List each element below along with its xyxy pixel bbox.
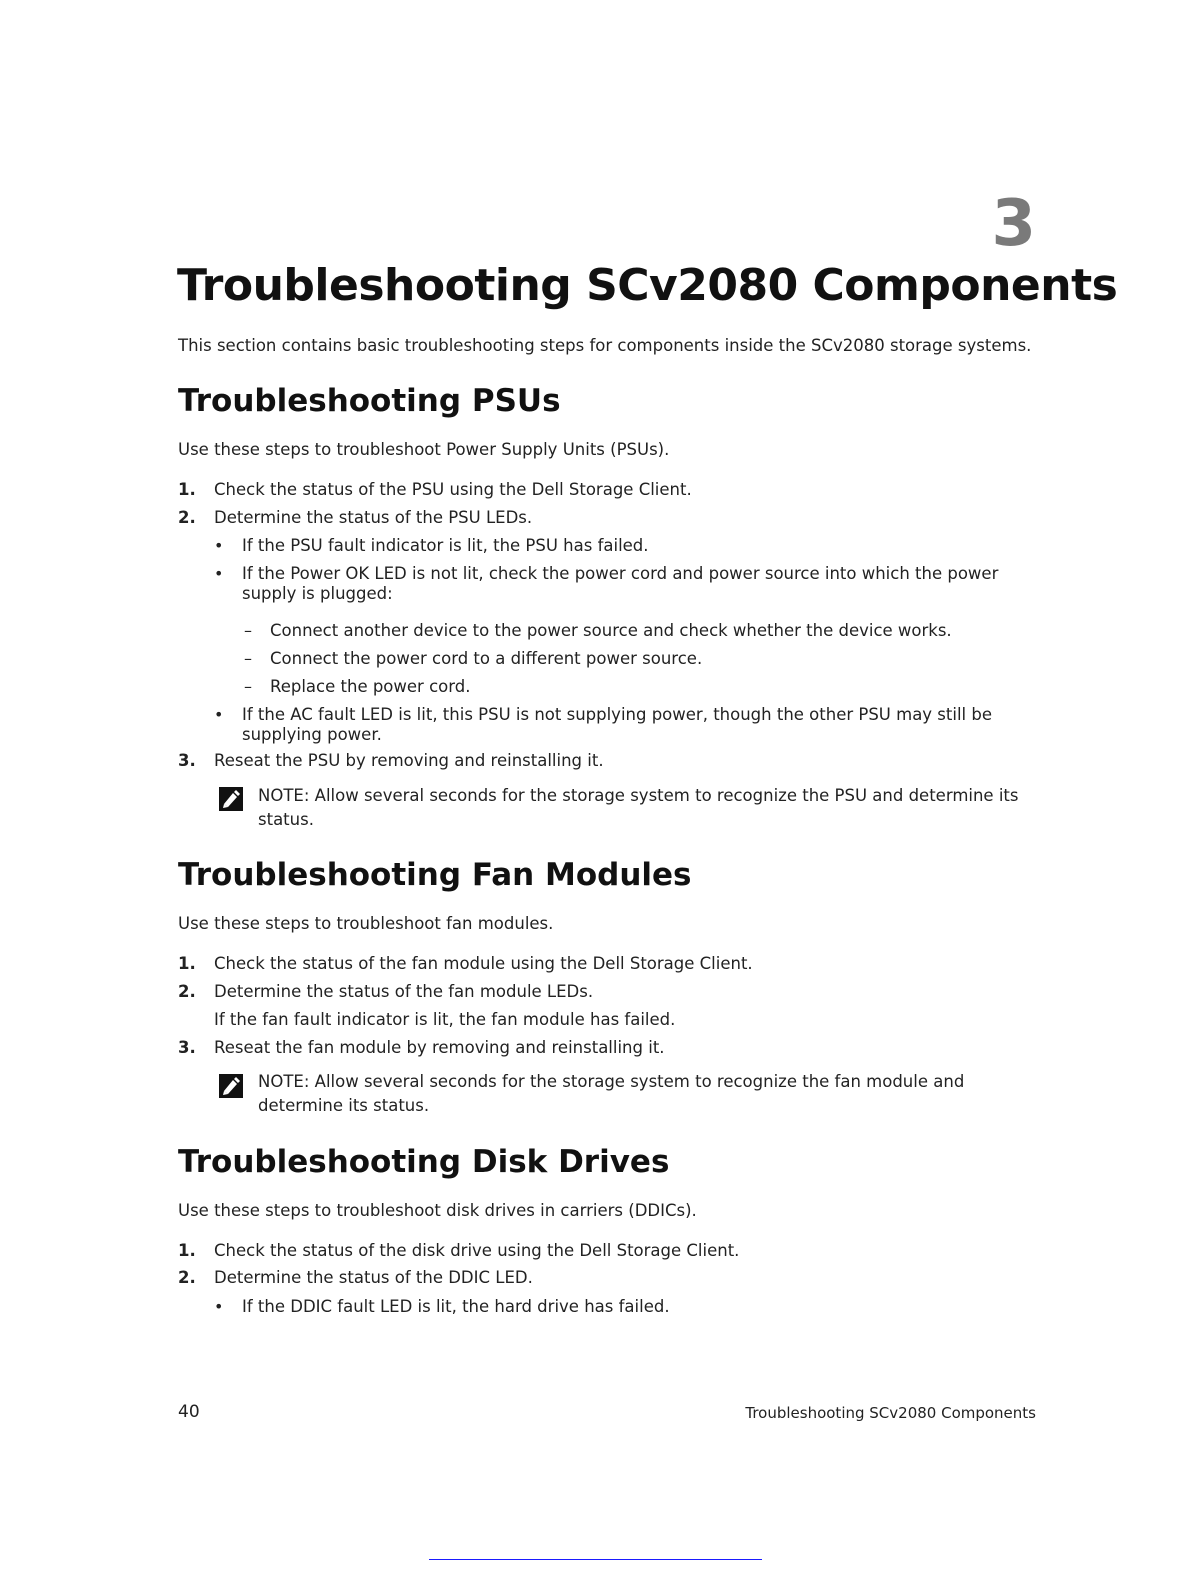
note-pencil-icon	[219, 787, 243, 815]
step-number: 3.	[178, 751, 196, 770]
psu-intro: Use these steps to troubleshoot Power Supply Units (PSUs).	[178, 440, 670, 459]
dash-marker: –	[244, 677, 252, 696]
note-text-line2: status.	[258, 810, 314, 829]
note-pencil-icon	[219, 1074, 243, 1102]
bullet-text: If the DDIC fault LED is lit, the hard drive has failed.	[242, 1297, 670, 1316]
bottom-rule	[429, 1559, 762, 1560]
step-text: Reseat the fan module by removing and reinstalling it.	[214, 1038, 665, 1057]
note-label: NOTE:	[258, 1072, 310, 1091]
dash-marker: –	[244, 621, 252, 640]
step-number: 1.	[178, 1241, 196, 1260]
bullet-text-line1: If the Power OK LED is not lit, check the power cord and power source into which the power	[242, 564, 999, 583]
chapter-number: 3	[991, 187, 1035, 261]
step-number: 1.	[178, 480, 196, 499]
note-text-line1: Allow several seconds for the storage system to recognize the PSU and determine its	[314, 786, 1019, 805]
section-heading-psus: Troubleshooting PSUs	[178, 383, 561, 419]
section-heading-disk-drives: Troubleshooting Disk Drives	[178, 1144, 670, 1180]
bullet-marker: •	[214, 705, 224, 724]
dash-text: Replace the power cord.	[270, 677, 471, 696]
page-number: 40	[178, 1402, 200, 1422]
bullet-text-line1: If the AC fault LED is lit, this PSU is not supplying power, though the other PSU may still be	[242, 705, 993, 724]
step-subtext: If the fan fault indicator is lit, the fan module has failed.	[214, 1010, 676, 1029]
footer-title: Troubleshooting SCv2080 Components	[745, 1404, 1036, 1422]
step-text: Reseat the PSU by removing and reinstalling it.	[214, 751, 604, 770]
section-heading-fan-modules: Troubleshooting Fan Modules	[178, 857, 692, 893]
disk-intro: Use these steps to troubleshoot disk drives in carriers (DDICs).	[178, 1201, 697, 1220]
step-text: Determine the status of the fan module LEDs.	[214, 982, 594, 1001]
bullet-text-line2: supply is plugged:	[242, 584, 393, 603]
bullet-text: If the PSU fault indicator is lit, the PSU has failed.	[242, 536, 649, 555]
note-label: NOTE:	[258, 786, 310, 805]
step-text: Check the status of the fan module using the Dell Storage Client.	[214, 954, 753, 973]
bullet-marker: •	[214, 1297, 224, 1316]
dash-marker: –	[244, 649, 252, 668]
chapter-intro: This section contains basic troubleshooting steps for components inside the SCv2080 storage systems.	[178, 336, 1032, 355]
step-text: Check the status of the PSU using the Dell Storage Client.	[214, 480, 692, 499]
step-number: 2.	[178, 1268, 196, 1287]
step-text: Determine the status of the PSU LEDs.	[214, 508, 533, 527]
step-text: Check the status of the disk drive using the Dell Storage Client.	[214, 1241, 740, 1260]
step-number: 3.	[178, 1038, 196, 1057]
fan-intro: Use these steps to troubleshoot fan modules.	[178, 914, 554, 933]
step-number: 2.	[178, 508, 196, 527]
bullet-marker: •	[214, 536, 224, 555]
dash-text: Connect another device to the power source and check whether the device works.	[270, 621, 952, 640]
bullet-text-line2: supplying power.	[242, 725, 382, 744]
note-text-line2: determine its status.	[258, 1096, 430, 1115]
step-text: Determine the status of the DDIC LED.	[214, 1268, 533, 1287]
step-number: 2.	[178, 982, 196, 1001]
note-text-line1: Allow several seconds for the storage system to recognize the fan module and	[314, 1072, 965, 1091]
page-title: Troubleshooting SCv2080 Components	[177, 260, 1118, 311]
bullet-marker: •	[214, 564, 224, 583]
step-number: 1.	[178, 954, 196, 973]
dash-text: Connect the power cord to a different power source.	[270, 649, 703, 668]
